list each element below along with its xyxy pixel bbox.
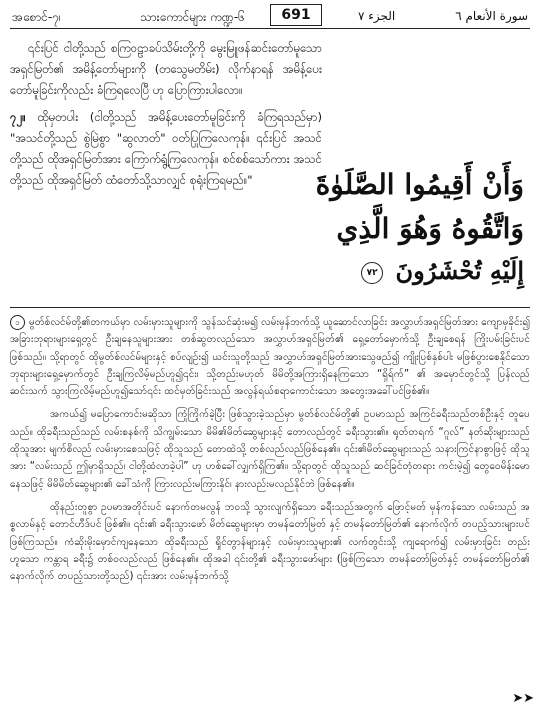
footnote-text: မွတ်စ်လင်မ်တို့၏တကယ်မှာ လမ်းမှားသူများကို သွန်သင်ဆုံးမ၍ လမ်းမှန်ဘက်သို့ ယူဆောင်လာခြင်း အလွှာဟ်အရှင်မြတ်အား ကျောမှခိုင်း၍ အခြားဘုရားများရှေ့တွင် ဦးချနေသူများအား တစ်ဆွတလည်သော အလွှာဟ်အရှင်မြတ်၏ ရှေ့တော်မှောက်သို့ ဦးချစေရန် ကြိုးပမ်းခြင်းပင်ဖြစ်သည်။ သို့ရာတွင် ထိုမွတ်စ်လင်မ်များနှင့် စပ်လျဉ်း၍ ယင်းသူတို့သည် အလွှာဟ်အရှင်မြတ်အားသွေဖည်၍ ကျိုးပြစ်နှစ်ပါး မဖြစ်ပွားစေနိုင်သော ဘုရားများရှေ့မှောက်တွင် ဦးချကြလိမ့်မည်ဟူ၍၎င်း၊ သို့တည်းမဟုတ် မိမိတို့အကြားရှိနေကြသော “ရှိရ်က်” ၏ အမှောင်တွင်သို့ ပြန်လည်ဆင်းသက် သွားကြလိမ့်မည်ဟူ၍သော်၎င်း ထင်မှတ်ခြင်းသည် အလွန်ရယ်စရာကောင်းသော အတွေးအခေါ်ပင်ဖြစ်၏။ — [10, 317, 530, 398]
header-section: သားကောင်များ ကဏ္ဍ-၆ — [140, 10, 245, 24]
footnote-separator — [10, 307, 530, 308]
continue-arrow-icon: ➤➤ — [512, 691, 534, 706]
header-volume: အစောင်-၇၊ — [12, 10, 61, 24]
page-header — [10, 6, 530, 29]
translation-text — [10, 38, 322, 197]
ayah-end-marker: ٧٢ — [361, 262, 383, 284]
header-surah: سورة الأنعام ٦ — [455, 9, 528, 23]
footnote-paragraph — [10, 314, 530, 400]
translation-paragraph: ၎င်းပြင် ငါတို့သည် စကြဝဠာခပ်သိမ်းတို့ကို မွေးမြူဖန်ဆင်းတော်မူသော အရှင်မြတ်၏ အမိန့်တော်များကို (တသွေမတိမ်း) လိုက်နာရန် အမိန့်ပေးတော်မူခြင်းကိုလည်း ခံကြရလေပြီ ဟု ပြောကြားပါလော။ — [10, 41, 322, 97]
page-number: 691 — [270, 4, 322, 26]
footnote-marker: ၁ — [10, 315, 25, 330]
footnotes — [10, 314, 530, 591]
arabic-verse-text: إِلَيْهِ تُحْشَرُونَ — [395, 256, 524, 285]
arabic-verse-line: وَأَنْ أَقِيمُوا الصَّلَوٰةَ — [315, 168, 524, 201]
arabic-verse-line: وَاتَّقُوهُ وَهُوَ الَّذِي — [336, 212, 524, 245]
footnote-paragraph: အကယ်၍ မပြောကောင်းမဆိုသာ ကြုံကြိုက်ခဲ့ပြီး ဖြစ်သွားခဲ့သည်မှာ မွတ်စ်လင်မ်တို့၏ ဥပမာသည် အကြင်ခရီးသည်တစ်ဦးနှင့် တူပေသည်။ ထိုခရီးသည်သည် လမ်းစနစ်ကို သိကျွမ်းသော မိမိ၏မိတ်ဆွေများနှင့် တောလည်တွင် ခရီးသွား၏။ ရုတ်တရက် “ဂူလ်” နတ်ဆိုးများသည် ထိုသူအား မျက်စိလည် လမ်းမှားစေသဖြင့် ထိုသူသည် တောထဲသို့ တစ်လည်လည်ဖြစ်နေ၏။ ၎င်း၏မိတ်ဆွေများသည် သနားကြင်နာစွာဖြင့် ထိုသူအား “လမ်းသည် ဤမှာရှိသည်၊ ငါတို့ထံလာခဲ့ပါ” ဟု ဟစ်ခေါ်လျှက်ရှိကြ၏။ သို့ရာတွင် ထိုသူသည် ဆင်ခြင်တုံတရား ကင်းမဲ့၍ တွေဝေမိန်းမောနေသဖြင့် မိမိမိတ်ဆွေများ၏ ခေါ်သံကို ကြားလည်းမကြားနိုင်၊ နားလည်းမလည်နိုင်ဘဲ ဖြစ်နေ၏။ — [10, 409, 530, 490]
footnote-paragraph: ထိုနည်းတူစွာ ဥပမာအတိုင်းပင် နောက်တမလွန် ဘဝသို့ သွားလျက်ရှိသော ခရီးသည်အတွက် ဖြောင့်မတ် မှန်ကန်သော လမ်းသည် အစ္စလာမ်နှင့် တောင်ဟီဒ်ပင် ဖြစ်၏။ ၎င်း၏ ခရီးသွားဖော် မိတ်ဆွေများမှာ တမန်တော်မြတ် နှင့် တမန်တော်မြတ်၏ နောက်လိုက် တပည့်သားများပင် ဖြစ်ကြသည်။ ကံဆိုးမိုးမှောင်ကျနေသော ထိုခရီးသည် ရှိုင်တွာန်များနှင့် လမ်းမှားသူများ၏ လက်တွင်းသို့ ကျရောက်၍ လမ်းမှားခြင်း တည်းဟူသော ကန္တာရ ခရီး၌ တစ်ဝလည်လည် ဖြစ်နေ၏။ ထိုအခါ ၎င်းတို့၏ ခရီးသွားဖော်များ (ဖြစ်ကြသော တမန်တော်မြတ်နှင့် တမန်တော်မြတ်၏ နောက်လိုက် တပည့်သားတို့သည်) ၎င်းအား လမ်းမှန်ဘက်သို့ — [10, 501, 530, 583]
translation-verse — [10, 107, 322, 191]
translation-paragraph: ထိုမှတပါး (ငါတို့သည် အမိန့်ပေးတော်မူခြင်းကို ခံကြရသည်မှာ) "အသင်တို့သည် စွဲမြဲစွာ "ဆွလာတ်" ဝတ်ပြုကြလေကုန်။ ၎င်းပြင် အသင်တို့သည် ထိုအရှင်မြတ်အား ကြောက်ရွံ့ကြလေကုန်။ စင်စစ်သော်ကား အသင်တို့သည် ထိုအရှင်မြတ် ထံတော်သို့သာလျှင် စုရုံးကြရမည်။" — [10, 110, 323, 187]
verse-number: ၇၂။ — [10, 110, 26, 124]
arabic-verse — [315, 160, 526, 300]
header-juz: الجزء ٧ — [358, 9, 396, 23]
arabic-verse-line — [361, 256, 524, 285]
